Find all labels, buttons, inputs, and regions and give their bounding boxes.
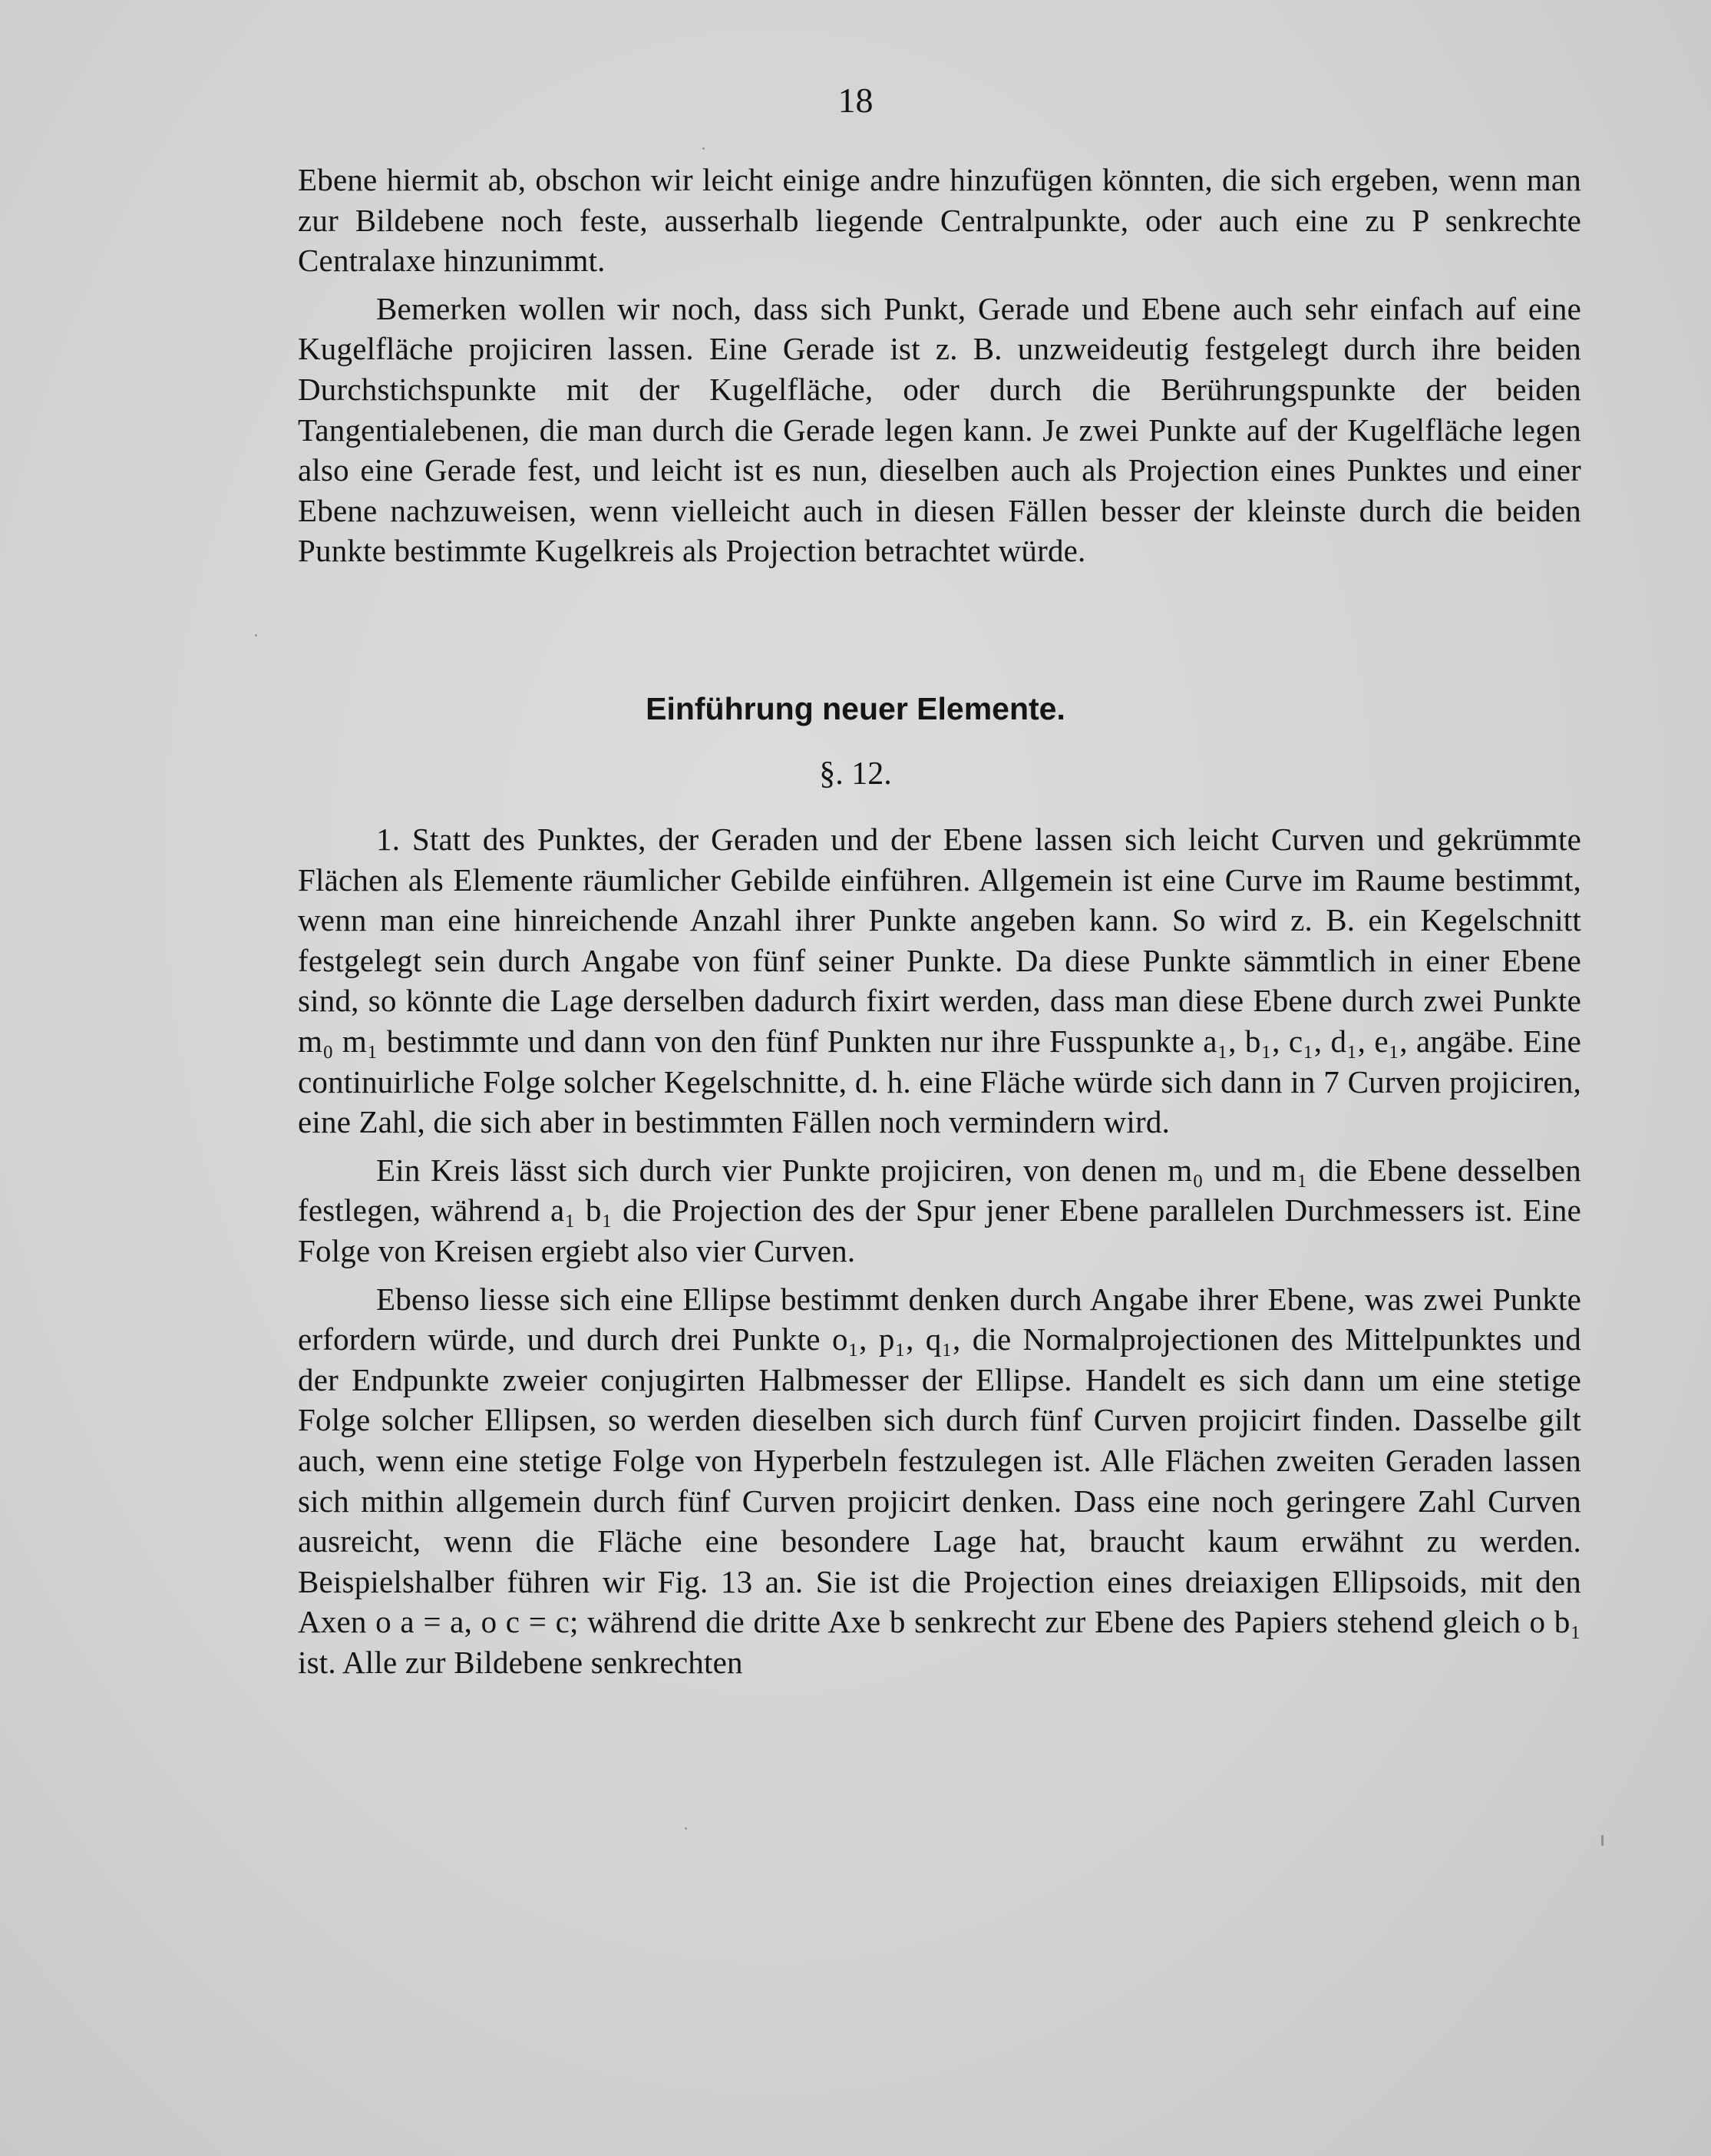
paper-speck — [1601, 1835, 1604, 1846]
paragraph-kugelflaeche: Bemerken wollen wir noch, dass sich Punkt, Gerade und Ebene auch sehr einfach auf eine Kugelfläche projiciren lassen. Eine Gerade ist z. B. unzweideutig festgelegt durch ihre beiden Durchstichspunkte mit der Kugelfläche, oder durch die Berührungspunkte der beiden Tangentialebenen, die man durch die Gerade legen kann. Je zwei Punkte auf der Kugelfläche legen also eine Gerade fest, und leicht ist es nun, dieselben auch als Projection eines Punktes und einer Ebene nachzuweisen, wenn vielleicht auch in diesen Fällen besser der kleinste durch die beiden Punkte bestimmte Kugelkreis als Projection betrachtet würde. — [298, 290, 1581, 569]
section-heading: Einführung neuer Elemente. — [646, 691, 1065, 726]
paper-speck — [255, 634, 257, 637]
section-text-block — [298, 819, 1581, 1690]
page-number: 18 — [837, 81, 874, 120]
top-text-block — [298, 160, 1581, 579]
paper-speck — [685, 1827, 687, 1830]
paragraph-kreis: Ein Kreis lässt sich durch vier Punkte projiciren, von denen m₀ und m₁ die Ebene desselben festlegen, während a₁ b₁ die Projection des der Spur jener Ebene parallelen Durchmessers ist. Eine Folge von Kreisen ergiebt also vier Curven. — [298, 1152, 1581, 1268]
paper-speck — [702, 147, 705, 150]
paragraph-continued: Ebene hiermit ab, obschon wir leicht einige andre hinzufügen könnten, die sich ergeben, wenn man zur Bildebene noch feste, ausserhalb liegende Centralpunkte, oder auch eine zu P senkrechte Centralaxe hinzunimmt. — [298, 162, 1581, 279]
section-number: §. 12. — [819, 756, 892, 792]
paragraph-ellipse: Ebenso liesse sich eine Ellipse bestimmt denken durch Angabe ihrer Ebene, was zwei Punkte erfordern würde, und durch drei Punkte o₁, p₁, q₁, die Normalprojectionen des Mittelpunktes und der Endpunkte zweier conjugirten Halbmesser der Ellipse. Handelt es sich dann um eine stetige Folge solcher Ellipsen, so werden dieselben sich durch fünf Curven projicirt finden. Dasselbe gilt auch, wenn eine stetige Folge von Hyperbeln festzulegen ist. Alle Flächen zweiten Geraden lassen sich mithin allgemein durch fünf Curven projicirt denken. Dass eine noch geringere Zahl Curven ausreicht, wenn die Fläche eine besondere Lage hat, braucht kaum erwähnt zu werden. Beispielshalber führen wir Fig. 13 an. Sie ist die Projection eines dreiaxigen Ellipsoids, mit den Axen o a = a, o c = c; während die dritte Axe b senkrecht zur Ebene des Papiers stehend gleich o b₁ ist. Alle zur Bildebene senkrechten — [298, 1281, 1581, 1680]
paragraph-curven: 1. Statt des Punktes, der Geraden und der Ebene lassen sich leicht Curven und gekrümmte Flächen als Elemente räumlicher Gebilde einführen. Allgemein ist eine Curve im Raume bestimmt, wenn man eine hinreichende Anzahl ihrer Punkte angeben kann. So wird z. B. ein Kegelschnitt festgelegt sein durch Angabe von fünf seiner Punkte. Da diese Punkte sämmtlich in einer Ebene sind, so könnte die Lage derselben dadurch fixirt werden, dass man diese Ebene durch zwei Punkte m₀ m₁ bestimmte und dann von den fünf Punkten nur ihre Fusspunkte a₁, b₁, c₁, d₁, e₁, angäbe. Eine continuirliche Folge solcher Kegelschnitte, d. h. eine Fläche würde sich dann in 7 Curven projiciren, eine Zahl, die sich aber in bestimmten Fällen noch vermindern wird. — [298, 822, 1581, 1140]
